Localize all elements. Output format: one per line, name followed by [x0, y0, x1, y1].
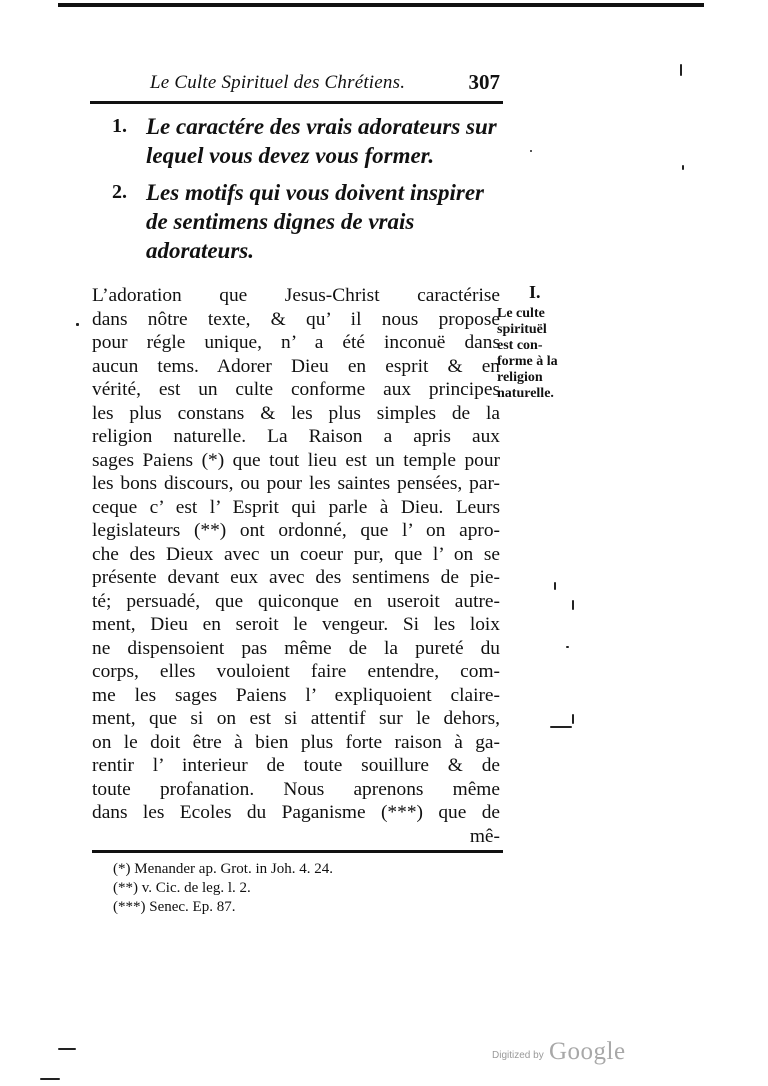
margin-note-line: est con- [497, 338, 543, 353]
point-text: Les motifs qui vous doivent inspirer de sentimens dignes de vrais adorateurs. [146, 180, 484, 263]
body-line: les plus constans & les plus simples de la [92, 402, 500, 424]
body-line: corps, elles vouloient faire entendre, com- [92, 661, 500, 682]
body-line: ceque c’ est l’ Esprit qui parle à Dieu. Leurs [92, 496, 500, 518]
body-line: toute profanation. Nous aprenons même [92, 778, 500, 800]
body-line: religion naturelle. La Raison a apris aux [92, 426, 500, 447]
margin-note-line: naturelle. [497, 386, 554, 401]
body-line: on le doit être à bien plus forte raison à ga- [92, 731, 500, 753]
margin-note-line: Le culte [497, 306, 545, 321]
scan-speck [572, 600, 574, 610]
running-title: Le Culte Spirituel des Chrétiens. [150, 72, 406, 93]
body-line: présente devant eux avec des sentimens de pie- [92, 567, 500, 588]
margin-note-number: I. [529, 282, 541, 302]
body-line: me les sages Paiens l’ expliquoient claire- [92, 684, 500, 706]
header-rule [90, 101, 503, 104]
body-line: L’adoration que Jesus-Christ caractérise [92, 285, 500, 306]
body-line: ne dispensoient pas même de la pureté du [92, 637, 500, 659]
page-number: 307 [468, 70, 500, 94]
body-line: legislateurs (**) ont ordonné, que l’ on apro- [92, 520, 500, 541]
scan-speck [76, 323, 79, 326]
body-line: che des Dieux avec un coeur pur, que l’ on se [92, 543, 500, 565]
footnote: (***) Senec. Ep. 87. [113, 899, 236, 915]
body-line: té; persuadé, que quiconque en useroit autre- [92, 590, 500, 612]
footnote-rule [92, 850, 503, 853]
body-line: dans les Ecoles du Paganisme (***) que de [92, 802, 500, 823]
body-line: sages Paiens (*) que tout lieu est un temple pour [92, 449, 500, 471]
sermon-points [112, 112, 507, 273]
point-number: 1. [112, 115, 127, 137]
scan-speck [58, 1048, 76, 1050]
top-border-rule [58, 3, 704, 7]
catchword: mê- [469, 825, 500, 847]
body-line: pour régle unique, n’ a été inconuë dans [92, 332, 500, 353]
body-paragraph [92, 284, 500, 848]
scan-speck [550, 726, 572, 728]
digitized-by-google-watermark [492, 1038, 642, 1068]
body-line: ment, que si on est si attentif sur le dehors, [92, 708, 500, 729]
body-line: dans nôtre texte, & qu’ il nous propose [92, 308, 500, 330]
body-line: ment, Dieu en seroit le vengeur. Si les loix [92, 614, 500, 635]
watermark-prefix: Digitized by [492, 1050, 544, 1061]
margin-note-line: spirituël [497, 322, 547, 337]
point-text: Le caractére des vrais adorateurs sur lequel vous devez vous former. [146, 114, 497, 168]
margin-note [497, 284, 587, 402]
margin-note-line: forme à la [497, 354, 558, 369]
scan-speck [680, 64, 682, 76]
body-line: les bons discours, ou pour les saintes pensées, par- [92, 473, 500, 494]
scan-speck [530, 150, 532, 152]
point-number: 2. [112, 181, 127, 203]
footnote: (*) Menander ap. Grot. in Joh. 4. 24. [113, 861, 333, 877]
scan-speck [566, 646, 569, 648]
page-header [92, 70, 502, 100]
body-line: vérité, est un culte conforme aux principes [92, 379, 500, 400]
point-item [112, 178, 507, 265]
body-line: aucun tems. Adorer Dieu en esprit & en [92, 355, 500, 377]
scan-speck [572, 714, 574, 724]
scan-speck [40, 1078, 60, 1080]
google-logo: Google [549, 1038, 626, 1065]
footnote: (**) v. Cic. de leg. l. 2. [113, 880, 251, 896]
point-item [112, 112, 507, 170]
footnotes [113, 860, 433, 917]
scan-speck [554, 582, 556, 590]
scan-speck [682, 165, 684, 170]
margin-note-line: religion [497, 370, 543, 385]
body-line: rentir l’ interieur de toute souillure & de [92, 755, 500, 776]
